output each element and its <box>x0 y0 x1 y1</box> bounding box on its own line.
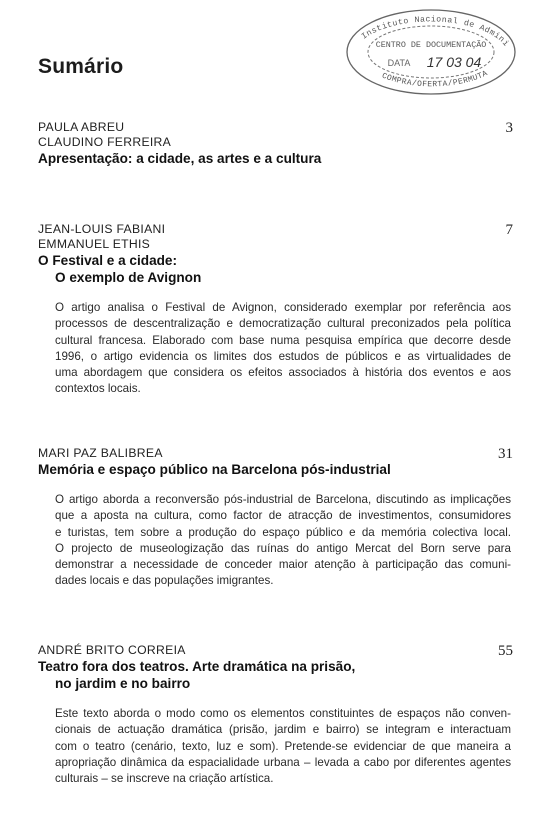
article-title <box>38 461 513 478</box>
article-title <box>38 658 513 692</box>
article-title <box>38 252 513 286</box>
stamp-department: CENTRO DE DOCUMENTAÇÃO <box>375 40 487 50</box>
abstract-line: O artigo analisa o Festival de Avignon, considerado exemplar por referência aos <box>55 301 511 314</box>
toc-entry <box>38 120 513 167</box>
stamp-date-label: DATA <box>387 58 411 68</box>
abstract-line: dades locais e das populações imigrantes. <box>55 574 274 588</box>
toc-entry <box>38 643 513 787</box>
page-number: 3 <box>505 120 513 136</box>
abstract-line: 1996, o artigo evidencia os limites dos estudos de públicos e as virtualidades de <box>55 349 511 363</box>
abstract-line: cultural francesa. Elaborado com base numa pesquisa empírica que decorre desde <box>55 333 511 347</box>
author-name: PAULA ABREU <box>38 120 125 134</box>
abstract-line: culturais – se inscreve na criação artística. <box>55 772 274 786</box>
stamp-footer: COMPRA/OFERTA/PERMUTA <box>380 69 490 90</box>
abstract-line: demonstrar a necessidade de conceder maior atenção à participação das comuni- <box>55 558 511 572</box>
article-abstract <box>38 492 513 590</box>
author-name: MARI PAZ BALIBREA <box>38 446 163 460</box>
article-title-line: Apresentação: a cidade, as artes e a cultura <box>38 151 322 166</box>
page-number: 7 <box>505 222 513 238</box>
page-number: 55 <box>498 643 513 659</box>
author-name: EMMANUEL ETHIS <box>38 237 151 251</box>
abstract-line: uma abordagem que considera os efeitos associados à história dos eventos e aos <box>55 366 511 380</box>
abstract-line: cionais de actuação dramática (prisão, jardim e bairro) se integram e interactuam <box>55 723 511 737</box>
article-abstract <box>38 706 513 787</box>
page-number: 31 <box>498 446 513 462</box>
abstract-line: Este texto aborda o modo como os elementos constituintes de espaços não conven- <box>55 707 511 720</box>
abstract-line: O projecto de museologização das ruínas do antigo Mercat del Born serve para <box>55 541 511 555</box>
author-name: JEAN-LOUIS FABIANI <box>38 222 166 236</box>
article-title-line: no jardim e no bairro <box>55 676 191 691</box>
article-title <box>38 150 513 167</box>
article-title-line: O exemplo de Avignon <box>55 270 202 285</box>
toc-entry <box>38 446 513 590</box>
abstract-line: apropriação dinâmica da espacialidade urbana – levada a cabo por diferentes agentes <box>55 755 511 769</box>
abstract-line: processos de descentralização e democratização cultural preconizados pela política <box>55 317 511 331</box>
toc-entry <box>38 222 513 398</box>
article-title-line: Teatro fora dos teatros. Arte dramática na prisão, <box>38 659 356 674</box>
abstract-line: e turistas, tem sobre a produção do espaço público e da memória colectiva local. <box>55 525 511 539</box>
article-title-line: Memória e espaço público na Barcelona pós-industrial <box>38 462 391 477</box>
stamp-institution: Instituto Nacional de Admini <box>360 15 511 49</box>
stamp-date-value: 17 03 04 <box>426 54 482 70</box>
author-name: ANDRÉ BRITO CORREIA <box>38 643 186 657</box>
abstract-line: que a aposta na cultura, como factor de atracção de investimentos, consumidores <box>55 509 511 523</box>
abstract-line: contextos locais. <box>55 382 141 396</box>
abstract-line: com o teatro (cenário, texto, luz e som). Pretende-se evidenciar de que maneira a <box>55 739 511 753</box>
library-stamp <box>343 6 519 98</box>
svg-text:COMPRA/OFERTA/PERMUTA <box>380 69 489 89</box>
abstract-line: O artigo aborda a reconversão pós-industrial de Barcelona, discutindo as implicações <box>55 493 511 506</box>
article-abstract <box>38 300 513 398</box>
author-name: CLAUDINO FERREIRA <box>38 135 172 149</box>
article-title-line: O Festival e a cidade: <box>38 253 178 268</box>
page-title: Sumário <box>38 55 124 78</box>
